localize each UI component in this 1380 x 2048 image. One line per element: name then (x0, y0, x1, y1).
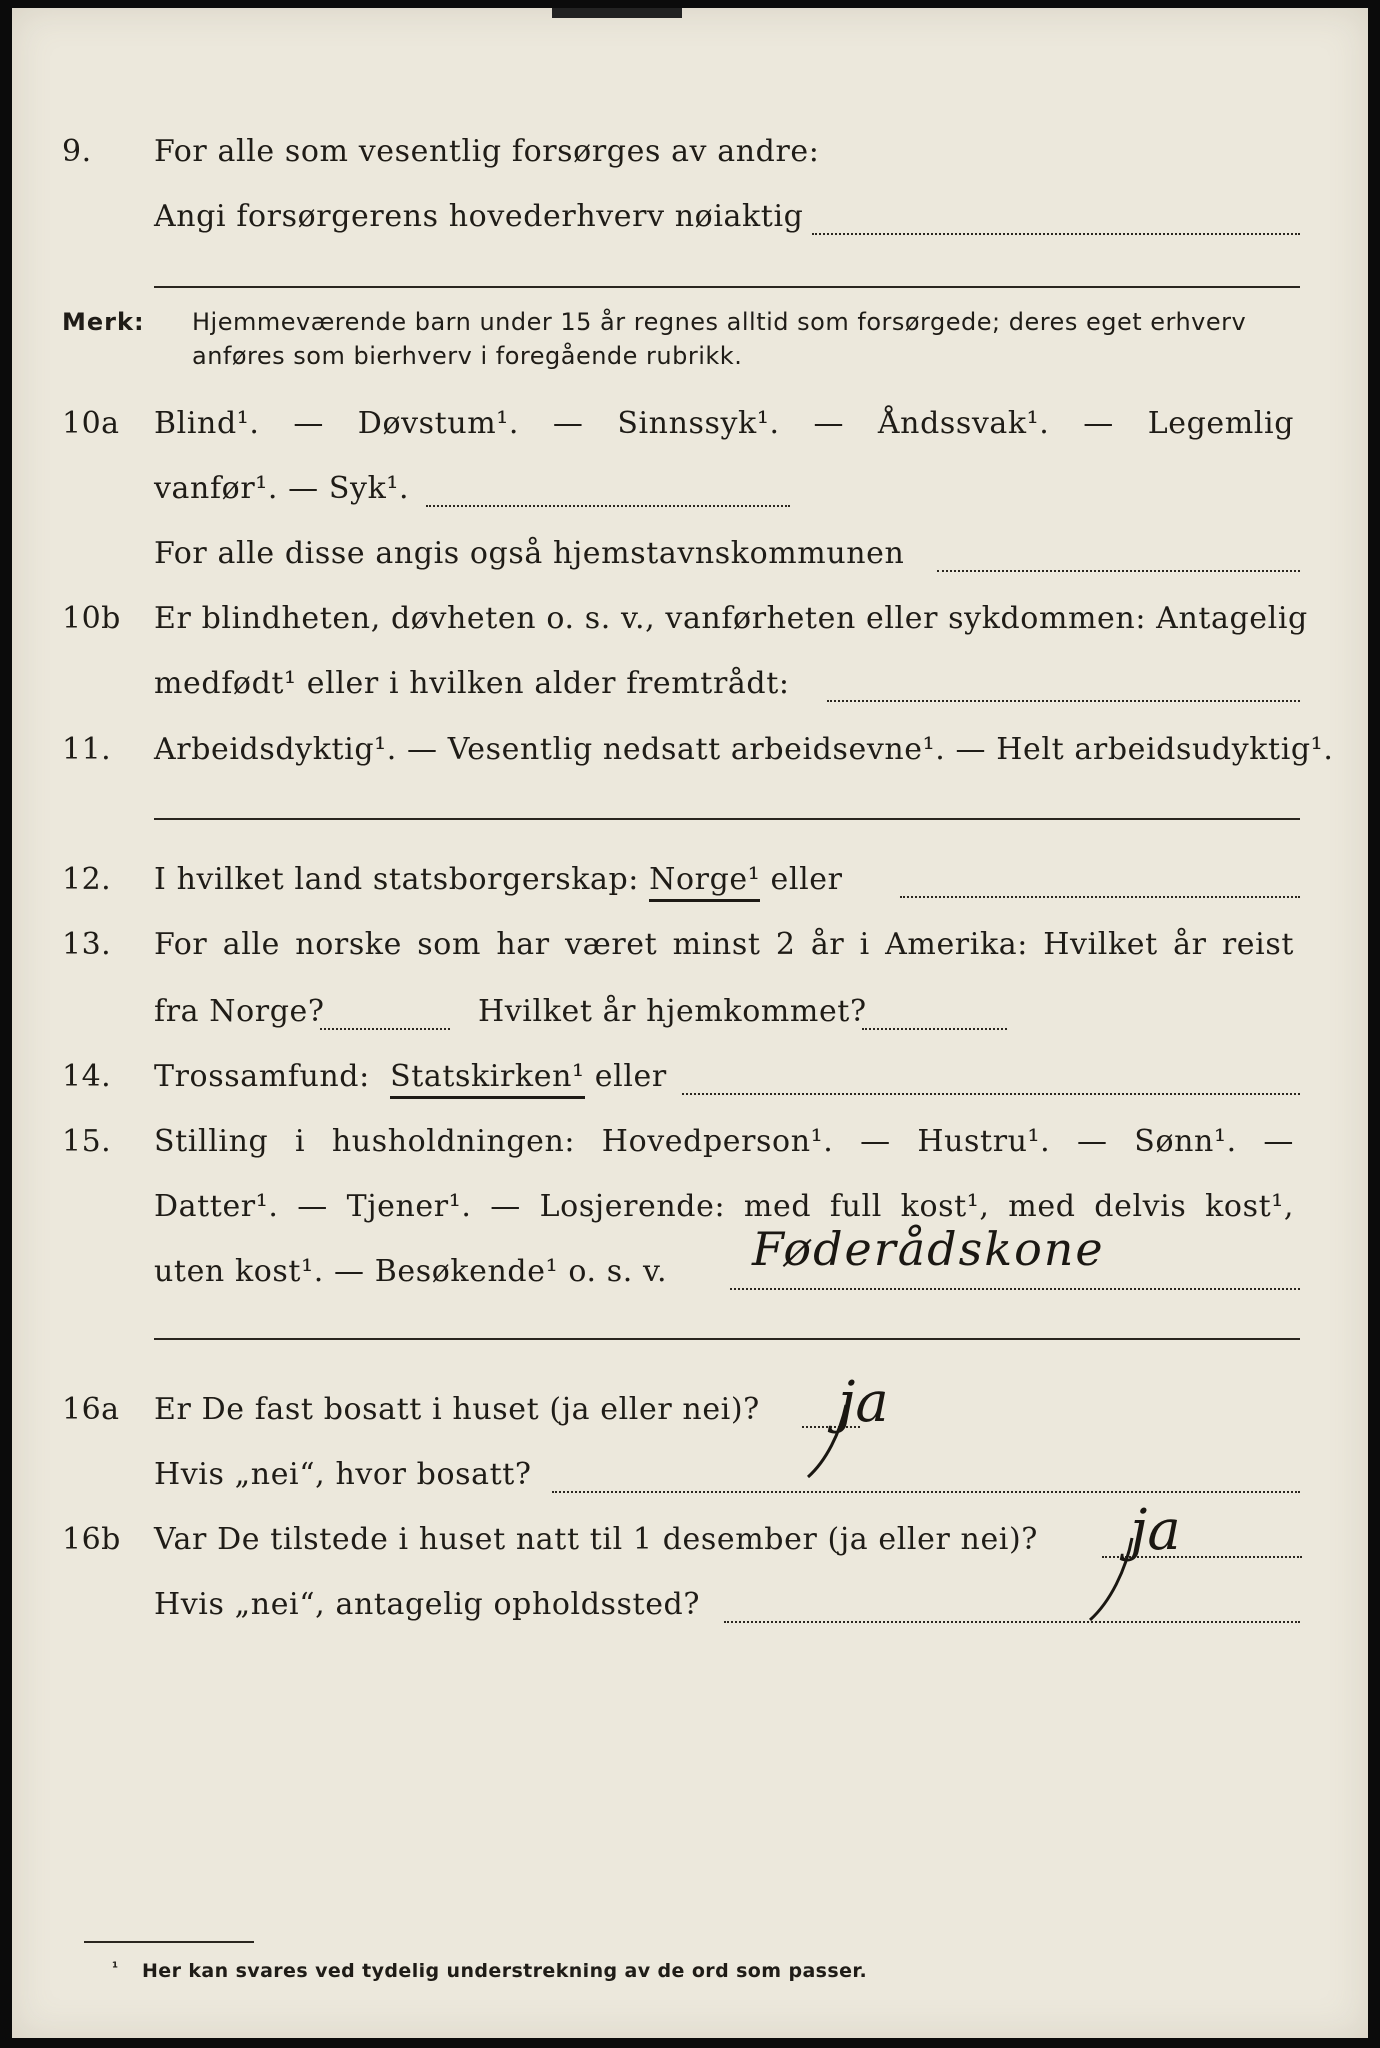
q16b-whereabouts-field[interactable] (724, 1621, 1300, 1623)
q10a-row-2 (12, 465, 1368, 515)
q11-answer-line[interactable] (154, 818, 1300, 820)
q16b-question: Var De tilstede i huset natt til 1 desember (ja eller nei)? (154, 1522, 1038, 1557)
q16a-residence-label: Hvis „nei“, hvor bosatt? (154, 1457, 532, 1492)
q16b-whereabouts-label: Hvis „nei“, antagelig opholdssted? (154, 1587, 701, 1622)
q13-left-norway-label: fra Norge? (154, 994, 325, 1029)
q13-question: For alle norske som har været minst 2 år i Amerika: Hvilket år reist (154, 927, 1294, 962)
q15-row-1 (12, 1118, 1368, 1168)
q16a-row-2 (12, 1451, 1368, 1501)
q16a-number: 16a (62, 1392, 120, 1427)
q9-occupation-label: Angi forsørgerens hovederhverv nøiaktig (154, 199, 804, 234)
q9-occupation-field[interactable] (812, 233, 1300, 235)
q10a-options: Blind¹. — Døvstum¹. — Sinnssyk¹. — Åndssvak¹. — Legemlig (154, 406, 1294, 441)
merk-note-line-2: anføres som bierhverv i foregående rubrikk. (192, 342, 743, 370)
q16a-question: Er De fast bosatt i huset (ja eller nei)? (154, 1392, 760, 1427)
q14-option-statskirken[interactable]: Statskirken¹ (390, 1059, 585, 1099)
q14-suffix: eller (594, 1059, 667, 1094)
q12-option-norge[interactable]: Norge¹ (649, 862, 760, 902)
page-top-mark (552, 8, 682, 18)
q10a-illness-field[interactable] (426, 505, 790, 507)
q10b-row-1 (12, 595, 1368, 645)
q10a-home-municipality-label: For alle disse angis også hjemstavnskommunen (154, 536, 905, 571)
q9-row-2 (12, 193, 1368, 243)
q15-row-2 (12, 1183, 1368, 1233)
q14-prefix: Trossamfund: (154, 1059, 370, 1094)
q10b-onset-label: medfødt¹ eller i hvilken alder fremtrådt: (154, 666, 790, 701)
q15-extra-line[interactable] (154, 1338, 1300, 1340)
q16b-handwritten-answer: ja (1130, 1498, 1181, 1563)
q15-handwritten-answer: Føderådskone (752, 1222, 1105, 1276)
q10a-number: 10a (62, 406, 120, 441)
q16b-number: 16b (62, 1522, 121, 1557)
q15-number: 15. (62, 1124, 112, 1159)
q12-number: 12. (62, 862, 112, 897)
q12-other-country-field[interactable] (900, 896, 1300, 898)
merk-label: Merk: (62, 308, 145, 336)
q9-extra-line[interactable] (154, 286, 1300, 288)
q10a-row-1 (12, 400, 1368, 450)
q11-row (12, 726, 1368, 776)
q15-row-3 (12, 1248, 1368, 1298)
q15-position-field[interactable] (730, 1288, 1300, 1290)
q12-prefix: I hvilket land statsborgerskap: (154, 862, 639, 897)
q15-options-cont: Datter¹. — Tjener¹. — Losjerende: med full kost¹, med delvis kost¹, (154, 1189, 1294, 1224)
footnote-rule (84, 1941, 254, 1943)
q14-number: 14. (62, 1059, 112, 1094)
q13-row-1 (12, 921, 1368, 971)
q11-number: 11. (62, 732, 112, 767)
q10b-number: 10b (62, 601, 121, 636)
q10b-question: Er blindheten, døvheten o. s. v., vanførheten eller sykdommen: Antagelig (154, 601, 1308, 636)
q13-number: 13. (62, 927, 112, 962)
q15-options: Stilling i husholdningen: Hovedperson¹. — Hustru¹. — Sønn¹. — (154, 1124, 1294, 1159)
q16a-handwritten-answer: ja (838, 1370, 889, 1435)
q14-other-faith-field[interactable] (682, 1093, 1300, 1095)
q13-returned-field[interactable] (862, 1028, 1007, 1030)
q10a-row-3 (12, 530, 1368, 580)
q16a-residence-field[interactable] (552, 1491, 1300, 1493)
q13-row-2 (12, 988, 1368, 1038)
q9-number: 9. (62, 134, 92, 169)
q11-options: Arbeidsdyktig¹. — Vesentlig nedsatt arbeidsevne¹. — Helt arbeidsudyktig¹. (154, 732, 1334, 767)
q10b-row-2 (12, 660, 1368, 710)
q10a-home-municipality-field[interactable] (937, 570, 1300, 572)
q9-question: For alle som vesentlig forsørges av andre: (154, 134, 820, 169)
q14-row (12, 1053, 1368, 1103)
q10a-options-cont: vanfør¹. — Syk¹. (154, 471, 410, 506)
q16b-row-2 (12, 1581, 1368, 1631)
q9-row-1 (12, 128, 1368, 178)
q12-question (154, 862, 843, 897)
q12-suffix: eller (770, 862, 843, 897)
q15-options-end: uten kost¹. — Besøkende¹ o. s. v. (154, 1254, 668, 1289)
footnote-text: Her kan svares ved tydelig understrekning av de ord som passer. (142, 1960, 868, 1982)
merk-note-line-1: Hjemmeværende barn under 15 år regnes alltid som forsørgede; deres eget erhverv (192, 308, 1247, 336)
q13-returned-label: Hvilket år hjemkommet? (478, 994, 867, 1029)
q13-left-norway-field[interactable] (320, 1028, 450, 1030)
q10b-onset-field[interactable] (827, 700, 1300, 702)
q16a-row-1 (12, 1386, 1368, 1436)
census-form-page (12, 8, 1368, 2038)
q12-row (12, 856, 1368, 906)
q14-question (154, 1059, 667, 1094)
footnote-mark: ¹ (112, 1960, 119, 1976)
